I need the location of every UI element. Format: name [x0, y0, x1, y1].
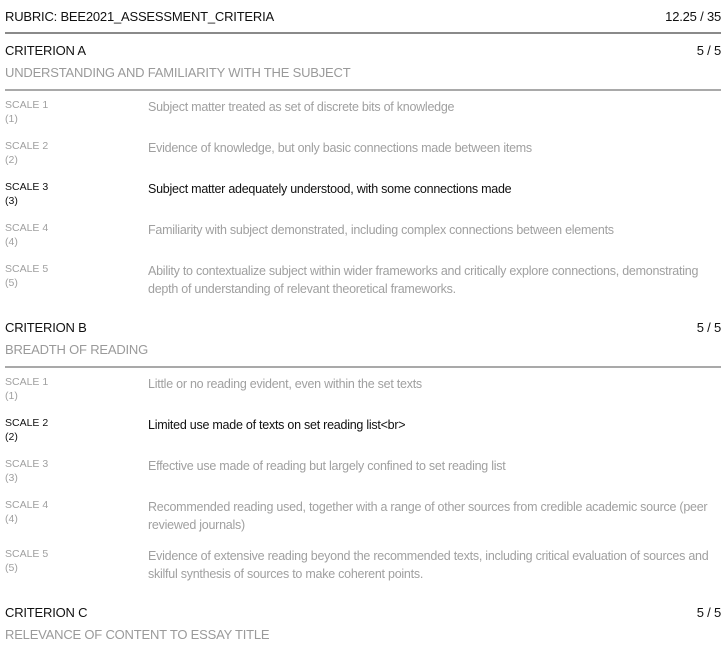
criterion-name: CRITERION B: [5, 320, 87, 335]
scale-label: SCALE 3: [5, 458, 49, 470]
scale-label-group: [5, 139, 148, 167]
scale-list: [5, 91, 721, 304]
criterion-header: [5, 596, 721, 620]
criterion-a: [5, 34, 721, 304]
scale-description: Ability to contextualize subject within wider frameworks and critically explore connections, demonstrating depth of understanding of relevant theoretical frameworks.: [148, 264, 699, 296]
rubric-total-score: 12.25 / 35: [665, 8, 721, 24]
scale-label: SCALE 3: [5, 181, 49, 193]
scale-points: (5): [5, 562, 18, 574]
scale-option[interactable]: [5, 98, 721, 132]
scale-label-group: [5, 180, 148, 208]
criterion-score: 5 / 5: [696, 320, 721, 335]
scale-list: [5, 368, 721, 589]
criterion-header: [5, 311, 721, 335]
scale-label-group: [5, 416, 148, 444]
scale-option[interactable]: [5, 221, 721, 255]
scale-option[interactable]: [5, 457, 721, 491]
scale-description: Subject matter adequately understood, with some connections made: [148, 182, 512, 196]
criterion-score: 5 / 5: [696, 605, 721, 620]
scale-description: Limited use made of texts on set reading list<br>: [148, 418, 406, 432]
scale-label-group: [5, 262, 148, 290]
scale-label: SCALE 2: [5, 417, 49, 429]
scale-description: Evidence of extensive reading beyond the recommended texts, including critical evaluation of sources and skilful synthesis of sources to make coherent points.: [148, 549, 709, 581]
scale-label-group: [5, 547, 148, 575]
scale-label: SCALE 1: [5, 99, 49, 111]
scale-label-group: [5, 375, 148, 403]
scale-description: Effective use made of reading but largely confined to set reading list: [148, 459, 506, 473]
scale-option[interactable]: [5, 416, 721, 450]
scale-option[interactable]: [5, 547, 721, 589]
rubric-title: RUBRIC: BEE2021_ASSESSMENT_CRITERIA: [5, 8, 274, 24]
scale-points: (1): [5, 390, 18, 402]
scale-description: Little or no reading evident, even within the set texts: [148, 377, 422, 391]
criterion-header: [5, 34, 721, 58]
scale-points: (3): [5, 472, 18, 484]
scale-label: SCALE 5: [5, 263, 49, 275]
criterion-subtitle: BREADTH OF READING: [5, 342, 721, 368]
scale-label: SCALE 1: [5, 376, 49, 388]
rubric-header: [5, 0, 721, 34]
criterion-name: CRITERION C: [5, 605, 88, 620]
rubric-view: [5, 0, 721, 651]
scale-description: Evidence of knowledge, but only basic connections made between items: [148, 141, 532, 155]
scale-label: SCALE 2: [5, 140, 49, 152]
criterion-subtitle: RELEVANCE OF CONTENT TO ESSAY TITLE: [5, 627, 270, 642]
scale-option[interactable]: [5, 262, 721, 304]
scale-label-group: [5, 98, 148, 126]
scale-option[interactable]: [5, 498, 721, 540]
scale-label-group: [5, 221, 148, 249]
scale-option[interactable]: [5, 180, 721, 214]
scale-label-group: [5, 498, 148, 526]
scale-points: (4): [5, 513, 18, 525]
scale-description: Recommended reading used, together with a range of other sources from credible academic source (peer reviewed journals): [148, 500, 708, 532]
scale-description: Familiarity with subject demonstrated, including complex connections between elements: [148, 223, 614, 237]
scale-points: (5): [5, 277, 18, 289]
scale-description: Subject matter treated as set of discrete bits of knowledge: [148, 100, 455, 114]
criterion-c: [5, 596, 721, 651]
criterion-name: CRITERION A: [5, 43, 86, 58]
scale-points: (1): [5, 113, 18, 125]
criterion-b: [5, 311, 721, 589]
scale-points: (3): [5, 195, 18, 207]
scale-points: (2): [5, 154, 18, 166]
scale-points: (2): [5, 431, 18, 443]
criterion-subtitle: UNDERSTANDING AND FAMILIARITY WITH THE SUBJECT: [5, 65, 721, 91]
scale-option[interactable]: [5, 139, 721, 173]
scale-label: SCALE 5: [5, 548, 49, 560]
criterion-score: 5 / 5: [696, 43, 721, 58]
scale-label: SCALE 4: [5, 222, 49, 234]
scale-option[interactable]: [5, 375, 721, 409]
scale-label-group: [5, 457, 148, 485]
scale-label: SCALE 4: [5, 499, 49, 511]
scale-points: (4): [5, 236, 18, 248]
